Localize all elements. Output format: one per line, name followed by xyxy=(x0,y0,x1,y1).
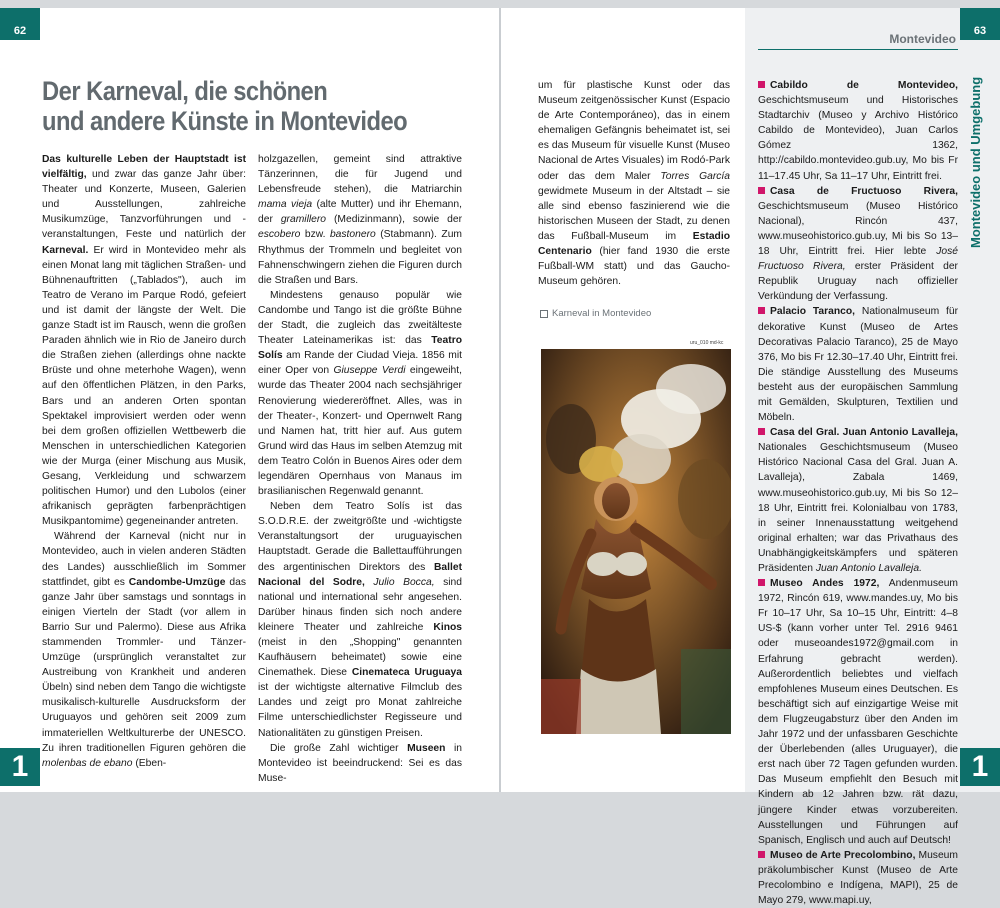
paragraph xyxy=(538,78,730,289)
museum-name: Casa del Gral. Juan Antonio Lavalleja, xyxy=(770,427,958,439)
lead-text: Das kulturelle Leben der Hauptstadt ist vielfältig, xyxy=(42,154,246,181)
text-run: (meist in den „Shopping" genannten Kaufhäusern beheimatet) sowie eine Cinemathek. Diese xyxy=(258,637,462,679)
camera-icon xyxy=(540,310,548,318)
list-item xyxy=(758,304,958,425)
museum-list xyxy=(758,78,958,908)
museum-name: Cabildo de Montevideo, xyxy=(770,80,958,91)
list-item xyxy=(758,576,958,848)
text-run: (alte Mutter) und ihr Ehemann, der xyxy=(258,199,462,226)
text-run: (Stabmann). Zum Rhythmus der Trommeln und begleitet von Fahnenschwingern ziehen die Figuren durch die Straßen und Bars. xyxy=(258,229,462,286)
paragraph xyxy=(258,152,462,288)
term-verdi: Giuseppe Verdi xyxy=(333,365,406,377)
page-number-left xyxy=(0,8,40,40)
list-item xyxy=(758,184,958,305)
term-bocca: Julio Bocca, xyxy=(364,576,435,588)
page-number-right-text: 63 xyxy=(973,25,987,37)
keyword-estadio: Estadio Centenario xyxy=(538,230,730,258)
bullet-icon xyxy=(758,307,765,314)
text-run: Neben dem Teatro Solís ist das S.O.D.R.E. der zweitgrößte und -wichtigste Veranstaltungsort der uruguayischen Hauptstadt. Gerade die Ballettaufführungen des argentinischen Direktors des xyxy=(258,501,462,573)
keyword-museen: Museen xyxy=(407,742,446,754)
bullet-icon xyxy=(758,851,765,858)
museum-name: Palacio Taranco, xyxy=(770,306,856,318)
page-title-line2: und andere Künste in Montevideo xyxy=(42,106,408,136)
text-run: gewidmete Museum in der Altstadt – sie alle sind ebenso faszinierend wie die historischen Museen der Stadt, zu denen das Fußball-Museum im xyxy=(538,185,730,242)
museum-name: Museo de Arte Precolombino, xyxy=(770,849,916,861)
photo-caption xyxy=(540,308,651,319)
term-bastonero: bastonero xyxy=(329,229,376,241)
chapter-number-left-text: 1 xyxy=(11,750,29,783)
text-run: und zwar das ganze Jahr über: Theater und Konzerte, Museen, Galerien und Ausstellungen, zahlreiche Musikumzüge, Tanzvorführungen und -veranstaltungen, Feste und natürlich der xyxy=(42,169,246,241)
paragraph xyxy=(42,529,246,771)
text-run: um für plastische Kunst oder das Museum zeitgenössischer Kunst (Espacio de Arte Contemporáneo), das in einem ehemaligen Gefängnis beheimatet ist, sei es das Museum für visuelle Kunst (Museo Nacional de Artes Visuales) im Rodó-Park oder das dem Maler xyxy=(538,80,730,182)
term-mama-vieja: mama vieja xyxy=(258,199,313,211)
paragraph xyxy=(258,499,462,741)
text-run: Mindestens genauso populär wie Candombe und Tango ist die größte Bühne der Stadt, die zugleich das zweitälteste Theater Lateinamerikas ist: das xyxy=(258,289,462,347)
vertical-chapter-title xyxy=(968,78,992,248)
text-run: eingeweiht, wurde das Theater 2004 nach sechsjähriger Renovierung wiedereröffnet. Alles, was in der Theater-, Konzert- und Opernwelt Rang und Namen hat, tritt hier auf. Aus gutem Grund wird das Haus im selben Atemzug mit dem Teatro Colón in Buenos Aires oder dem legendären Opernhaus von Manaus im brasilianischen Regenwald genannt. xyxy=(258,365,462,498)
bullet-icon xyxy=(758,187,765,194)
keyword-cinemateca: Cinemateca Uruguaya xyxy=(351,667,462,679)
text-column-2 xyxy=(258,152,462,786)
text-run: Nationalmuseum für dekorative Kunst (Museo de Artes Decorativas Palacio Taranco), 25 de Mayo 376, Mo bis Fr 12.30–17.40 Uhr, Eintritt frei. Die ständige Ausstellung des Museums besteht aus der europäischen Sammlung mit Gemälden, Skulpturen, Textilien und Möbeln. xyxy=(758,306,958,424)
text-run: erster Präsident der Republik Uruguay nach offizieller Verkündung der Verfassung. xyxy=(758,261,958,303)
page-title xyxy=(42,76,412,136)
text-run: bzw. xyxy=(300,229,330,241)
photo-credit: uru_010 md-kc xyxy=(690,340,724,346)
text-run: das ganze Jahr über samstags und sonntags in einigen Vierteln der Stadt (vor allem in Barrio Sur und Palermo). Diese aus Afrika stammenden Trommler- und Tänzer-Umzüge (ursprünglich veranstaltet zur Austreibung von Krankheit und anderen Übeln) sind neben dem Tango die wichtigste musikalisch-kulturelle Ausdrucksform der Uruguayos und gehören seit 2009 zum immateriellen Weltkulturerbe der UNESCO. Zu ihren traditionellen Figuren gehören die xyxy=(42,576,246,754)
bullet-icon xyxy=(758,579,765,586)
museum-name: Casa de Fructuoso Rivera, xyxy=(770,185,958,197)
paragraph xyxy=(42,152,246,529)
text-run: Andenmuseum 1972, Rincón 619, www.mandes.uy, Mo bis Fr 10–17 Uhr, Sa 10–15 Uhr, Eintritt: 4–8 US-$ (kann vorher unter Tel. 2916 9461 oder museoandes1972@gmail.com in Erfahrung gebracht werden). Außerordentlich beliebtes und vielfach empfohlenes Museum eines Deutschen. Es beschäftigt sich auf einzigartige Weise mit dem Flugzeugabsturz über den Anden im Jahr 1972 und der unfassbaren Geschichte der Überlebenden (alles Uruguayer), die erst nach über 72 Tagen gefunden wurden. Das Museum empfiehlt den Besuch mit Kindern ab 12 Jahren bzw. rät dazu, jüngere Kinder etwas vorzubereiten. Ausstellungen und Führungen auf Spanisch, Englisch und auch auf Deutsch! xyxy=(758,578,958,846)
text-run: holzgazellen, gemeint sind attraktive Tänzerinnen, die für Jugend und Lebensfreude stehen), die Matriarchin xyxy=(258,154,462,196)
text-run: Die große Zahl wichtiger xyxy=(270,742,408,754)
chapter-number-right-text: 1 xyxy=(971,750,989,783)
bullet-icon xyxy=(758,428,765,435)
vertical-chapter-title-text: Montevideo und Umgebung xyxy=(968,76,983,248)
text-run: in Montevideo ist beeindruckend: Sei es das Muse- xyxy=(258,742,462,784)
paragraph xyxy=(258,288,462,499)
term-molenbas: molenbas de ebano xyxy=(42,757,133,769)
page-number-left-text: 62 xyxy=(13,25,27,37)
running-head: Montevideo xyxy=(889,32,956,46)
page-number-right xyxy=(960,8,1000,40)
carnival-dancer-illustration xyxy=(541,349,731,734)
text-run: Nationales Geschichtsmuseum (Museo Histórico Nacional Casa del Gral. Juan A. Lavalleja), Zabala 1469, www.museohistorico.gub.uy, Mi bis So 12–18 Uhr, Eintritt frei. Kolonialbau von 1783, in seiner Innenausstattung weitgehend original erhalten; war das Privathaus des Unabhängigkeitskämpfers und späteren Präsidenten xyxy=(758,442,958,574)
list-item xyxy=(758,425,958,576)
keyword-kinos: Kinos xyxy=(433,621,462,633)
text-run: ist der wichtigste alternative Filmclub des Landes und zeigt pro Monat zahlreiche Filme unterschiedlichster Regisseure und Nationalitäten zu günstigen Preisen. xyxy=(258,682,462,739)
term-rivera: José Fructuoso Rivera, xyxy=(758,246,958,273)
term-gramillero: gramillero xyxy=(280,214,327,226)
term-escobero: escobero xyxy=(258,229,301,241)
term-lavalleja: Juan Antonio Lavalleja. xyxy=(815,563,922,574)
text-run: Er wird in Montevideo mehr als einen Monat lang mit täglichen Straßen- und Bühnenauftritten („Tablados"), auch im Teatro de Verano im Parque Rodó, gefeiert und ist damit der längste der Welt. Die ganze Stadt ist im Rausch, wenn die großen Paraden ähnlich wie in Rio de Janeiro durch die Straßen ziehen (allerdings ohne nackte Brüste und ohne meterhohe Wagen), wenn auf den öffentlichen Plätzen, in den Parks, Bars und an anderen Orten spontan Spektakel improvisiert werden oder wenn bei dem großen offiziellen Wettbewerb die Menschen in unterschiedlichen Kategorien wie der Murga (einer Mischung aus Musik, Gesang, Verkleidung und schwarzem politischen Humor) und den Lubolos (einer afrikanisch geprägten farbenprächtigen Musikpantomime) gegeneinander antreten. xyxy=(42,244,246,528)
keyword-karneval: Karneval. xyxy=(42,244,89,256)
page-title-line1: Der Karneval, die schönen xyxy=(42,76,328,106)
carnival-photo xyxy=(541,349,731,734)
text-run: (Medizinmann), sowie der xyxy=(326,214,463,226)
term-torres-garcia: Torres García xyxy=(660,170,730,182)
text-run: Geschichtsmuseum und Historisches Stadtarchiv (Museo y Archivo Histórico Cabildo de Montevideo), Juan Carlos Gómez 1362, http://cabildo.montevideo.gub.uy, Mo bis Fr 11–17.45 Uhr, Sa 11–17 Uhr, Eintritt frei. xyxy=(758,95,958,182)
museum-name: Museo Andes 1972, xyxy=(770,578,880,590)
list-item xyxy=(758,78,958,184)
photo-caption-text: Karneval in Montevideo xyxy=(552,308,652,319)
keyword-candombe: Candombe-Umzüge xyxy=(128,576,226,588)
text-run: sind national und international sehr angesehen. Darüber hinaus finden sich noch andere kleinere Theater und zahlreiche xyxy=(258,576,462,633)
chapter-number-right xyxy=(960,748,1000,786)
chapter-number-left xyxy=(0,748,40,786)
text-run: Geschichtsmuseum (Museo Histórico Nacional), Rincón 437, www.museohistorico.gub.uy, Mi bis So 13–18 Uhr, Eintritt frei. Hier lebte xyxy=(758,200,958,258)
running-head-rule xyxy=(758,49,958,50)
list-item xyxy=(758,848,958,908)
text-column-3 xyxy=(538,78,730,289)
text-run: am Rande der Ciudad Vieja. 1856 mit einer Oper von xyxy=(258,350,462,377)
text-column-1 xyxy=(42,152,246,771)
text-run: Während der Karneval (nicht nur in Montevideo, auch in vielen anderen Städten des Landes) ausschließlich im Sommer stattfindet, gibt es xyxy=(42,531,246,588)
keyword-ballet: Ballet Nacional del Sodre, xyxy=(258,561,462,588)
text-run: (hier fand 1930 die erste Fußball-WM statt) und das Gaucho-Museum gehören. xyxy=(538,246,730,288)
paragraph xyxy=(258,741,462,786)
text-run: (Eben- xyxy=(132,757,167,769)
keyword-teatro-solis: Teatro Solís xyxy=(258,335,462,362)
bullet-icon xyxy=(758,81,765,88)
text-run: Museum präkolumbischer Kunst (Museo de Arte Precolombino e Indígena, MAPI), 25 de Mayo 279, www.mapi.uy, xyxy=(758,849,958,907)
